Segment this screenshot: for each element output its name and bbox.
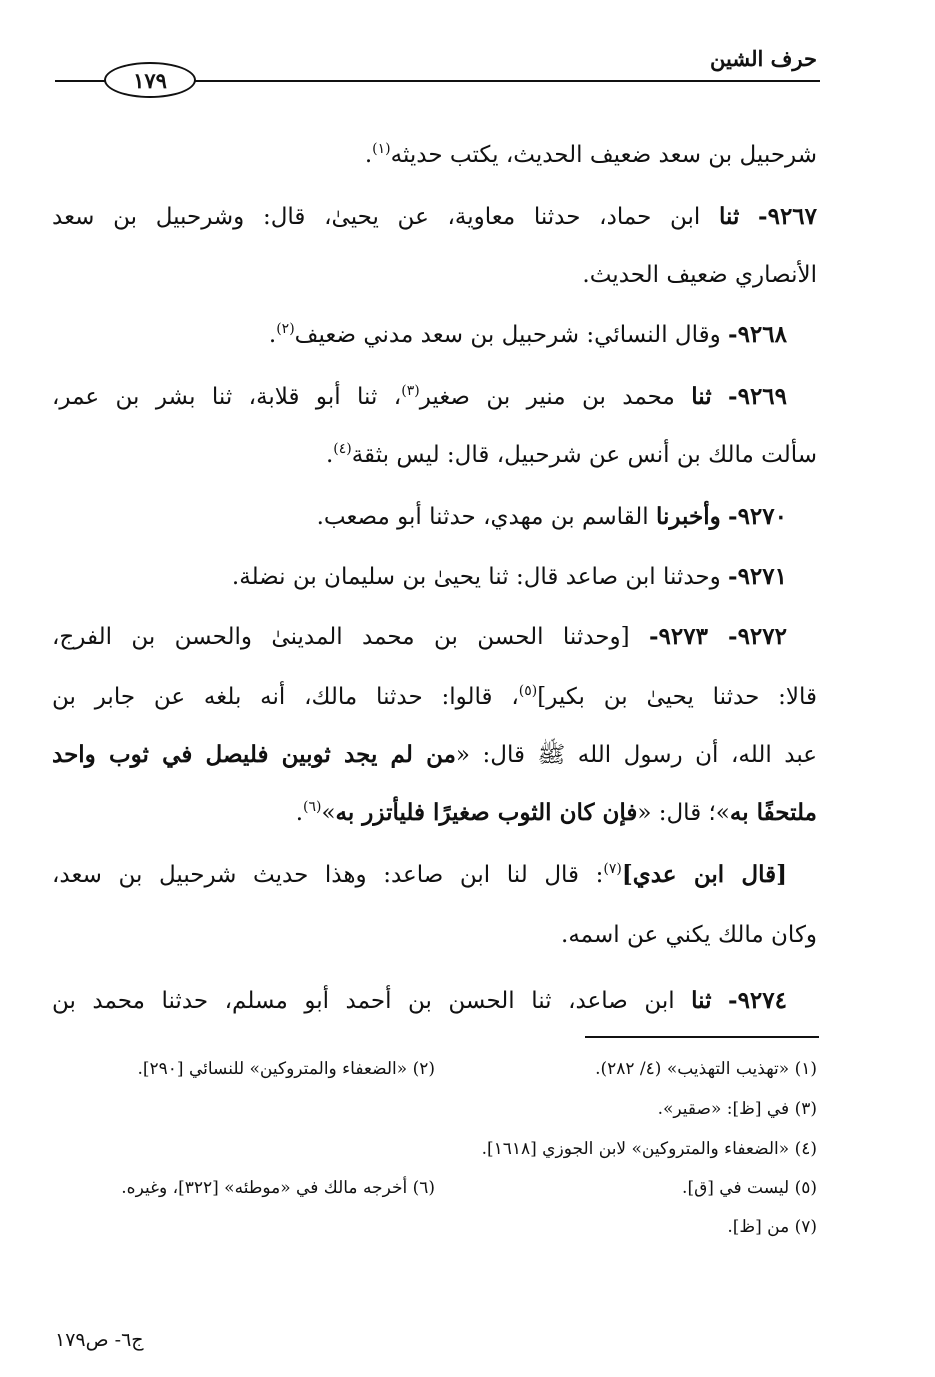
keyword-akhbarana: وأخبرنا	[655, 503, 721, 530]
running-header-title: حرف الشين	[710, 46, 817, 71]
punct: .	[295, 800, 303, 826]
punct: .	[364, 142, 373, 168]
hadith-text: فإن كان الثوب صغيرًا فليأتزر به	[335, 799, 638, 826]
entry-9267-line-2: الأنصاري ضعيف الحديث.	[582, 262, 817, 288]
text-line-1	[365, 138, 817, 172]
volume-page-marker: ج٦- ص١٧٩	[55, 1329, 144, 1351]
page-number-badge: ١٧٩	[104, 62, 196, 98]
keyword-thana: ثنا	[691, 987, 712, 1014]
entry-number: ٩٢٧٤-	[728, 987, 787, 1014]
entry-9270	[317, 500, 817, 534]
line-text: »	[321, 800, 336, 826]
line-text: القاسم بن مهدي، حدثنا أبو مصعب.	[316, 504, 649, 530]
footnote-4: (٤) «الضعفاء والمتروكين» لابن الجوزي [١٦١٨].	[481, 1139, 817, 1159]
footnote-6: (٦) أخرجه مالك في «موطئه» [٣٢٢]، وغيره.	[121, 1178, 435, 1198]
footnote-2: (٢) «الضعفاء والمتروكين» للنسائي [٢٩٠].	[137, 1059, 435, 1079]
entry-9272-line-4	[296, 796, 817, 830]
footnote-5: (٥) ليست في [ق].	[682, 1178, 817, 1198]
entry-9268	[269, 318, 817, 352]
footnote-ref-1[interactable]: (١)	[372, 141, 391, 157]
footnote-3: (٣) في [ظ]: «صقير».	[657, 1099, 817, 1119]
line-text: وحدثنا ابن صاعد قال: ثنا يحيىٰ بن سليمان بن نضلة.	[231, 564, 721, 590]
line-text: سألت مالك بن أنس عن شرحبيل، قال: ليس بثقة	[351, 442, 817, 468]
line-text: : قال لنا ابن صاعد: وهذا حديث شرحبيل بن سعد،	[52, 862, 604, 888]
entry-9272-line-3	[52, 738, 817, 772]
entry-number: ٩٢٦٨-	[728, 321, 787, 348]
entry-number: ٩٢٧١-	[728, 563, 787, 590]
line-text: »؛ قال: «	[637, 800, 730, 826]
footnote-ref-2[interactable]: (٢)	[276, 321, 295, 337]
punct: .	[268, 322, 277, 348]
entry-number: ٩٢٧٢- ٩٢٧٣-	[648, 623, 787, 650]
section-label: [قال ابن عدي]	[621, 861, 788, 888]
entry-9272-line-1	[52, 620, 817, 654]
ibn-adi-line-2: وكان مالك يكني عن اسمه.	[561, 922, 817, 948]
entry-9274	[52, 984, 817, 1018]
line-text: وقال النسائي: شرحبيل بن سعد مدني ضعيف	[294, 322, 721, 348]
footnote-ref-4[interactable]: (٤)	[333, 441, 352, 457]
keyword-thana: ثنا	[719, 203, 740, 230]
entry-9269-line-1	[52, 380, 817, 414]
keyword-thana: ثنا	[691, 383, 712, 410]
footnote-ref-6[interactable]: (٦)	[303, 799, 322, 815]
punct: .	[325, 442, 334, 468]
line-text: [وحدثنا الحسن بن محمد المدينىٰ والحسن بن الفرج،	[52, 624, 630, 650]
ibn-adi-line-1	[52, 858, 817, 892]
footnote-ref-7[interactable]: (٧)	[603, 861, 622, 877]
line-text: ابن حماد، حدثنا معاوية، عن يحيىٰ، قال: وشرحبيل بن سعد	[52, 204, 701, 230]
entry-number: ٩٢٦٧-	[758, 203, 818, 230]
line-text: قالا: حدثنا يحيىٰ بن بكير]	[537, 684, 817, 710]
entry-number: ٩٢٧٠-	[728, 503, 787, 530]
line-text: ، قالوا: حدثنا مالك، أنه بلغه عن جابر بن	[52, 684, 519, 710]
entry-number: ٩٢٦٩-	[728, 383, 788, 410]
footnote-7: (٧) من [ظ].	[727, 1217, 817, 1237]
line-text: ، ثنا أبو قلابة، ثنا بشر بن عمر،	[52, 384, 402, 410]
footnote-1: (١) «تهذيب التهذيب» (٤/ ٢٨٢).	[595, 1059, 817, 1079]
entry-9267-line-1	[52, 200, 817, 234]
line-text: ابن صاعد، ثنا الحسن بن أحمد أبو مسلم، حدثنا محمد بن	[52, 988, 675, 1014]
hadith-text: من لم يجد ثوبين فليصل في ثوب واحد	[52, 741, 456, 768]
footnote-ref-5[interactable]: (٥)	[518, 683, 538, 699]
footnote-ref-3[interactable]: (٣)	[401, 383, 420, 399]
line-text: شرحبيل بن سعد ضعيف الحديث، يكتب حديثه	[390, 142, 817, 168]
line-text: عبد الله، أن رسول الله ﷺ قال: «	[455, 742, 817, 768]
footnote-rule	[585, 1036, 819, 1038]
entry-9271	[232, 560, 817, 594]
entry-9272-line-2	[52, 680, 817, 714]
line-text: محمد بن منير بن صغير	[419, 384, 675, 410]
hadith-text: ملتحفًا به	[729, 799, 817, 826]
entry-9269-line-2	[326, 438, 817, 472]
